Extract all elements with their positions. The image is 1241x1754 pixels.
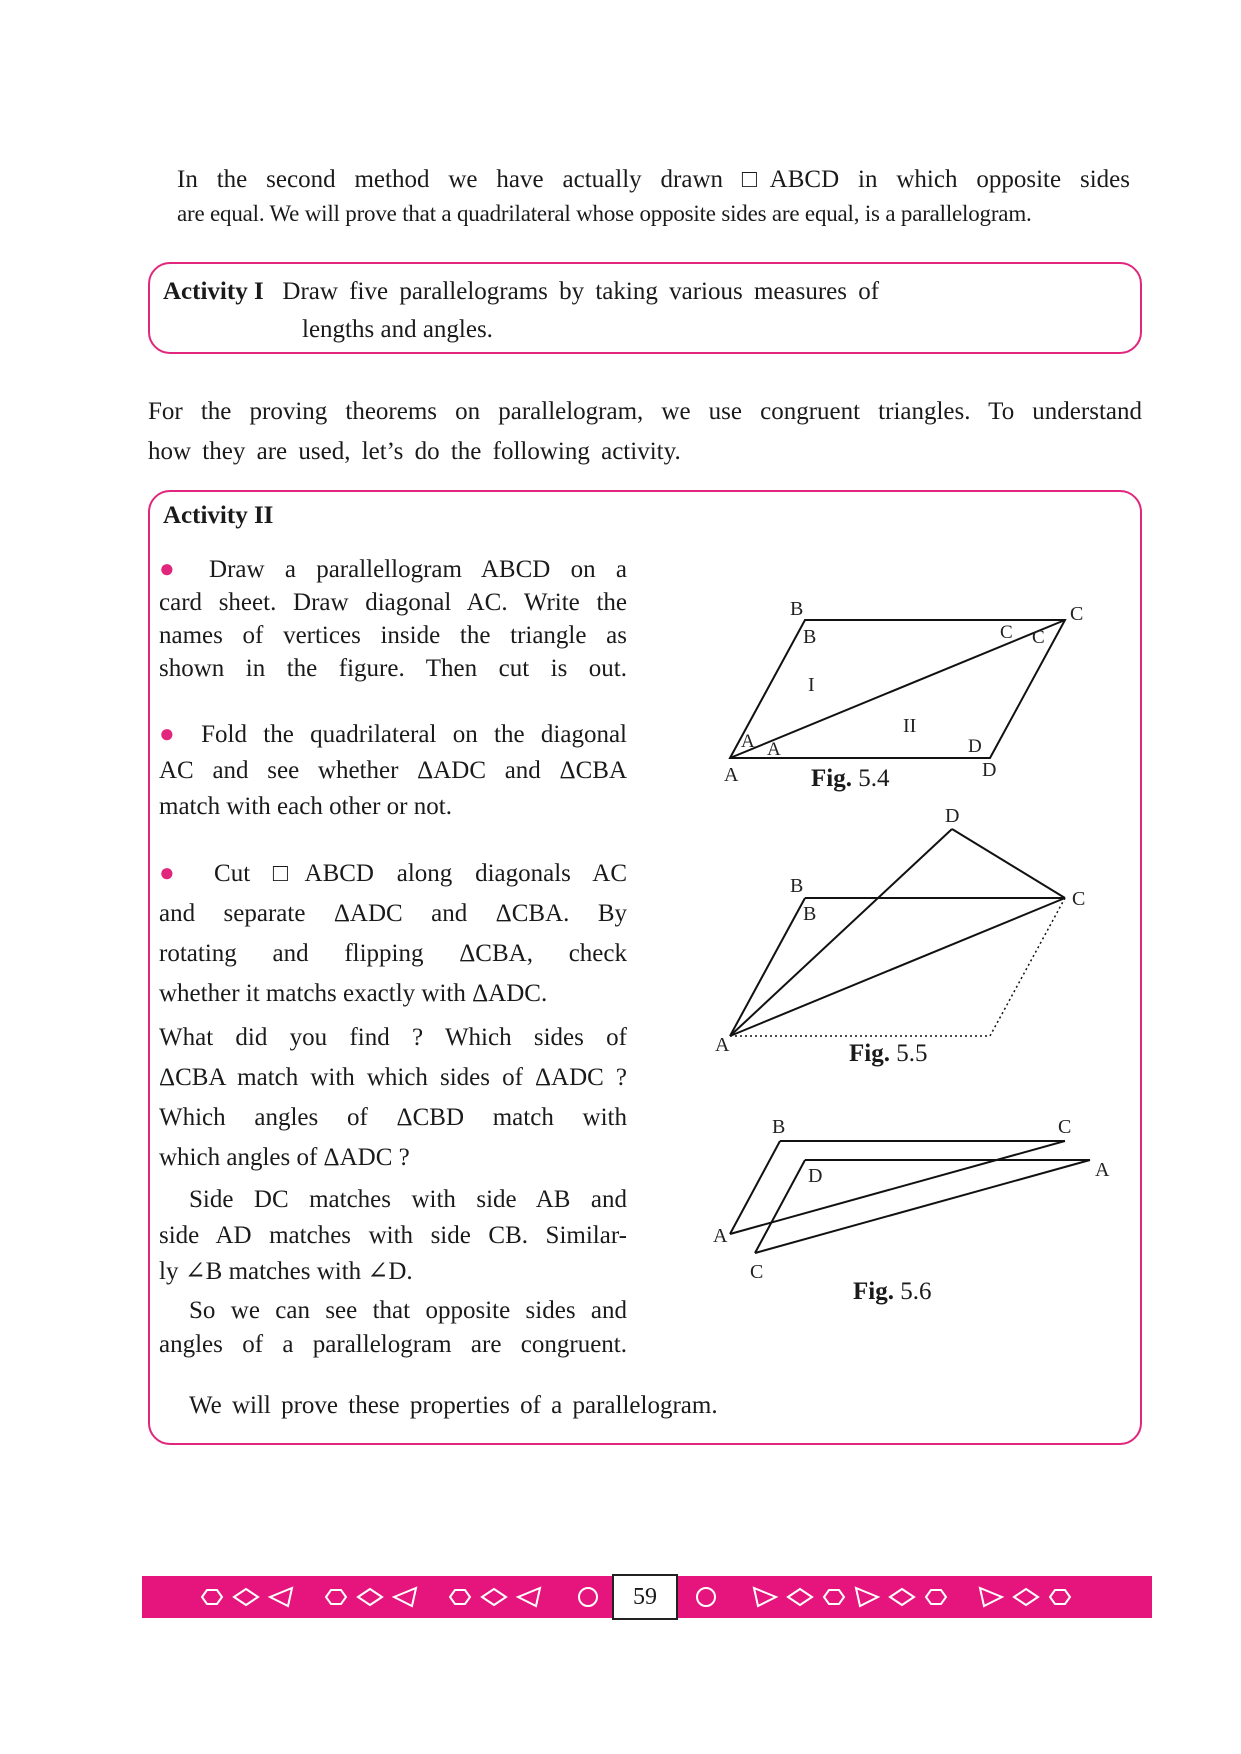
diamond-icon (890, 1589, 914, 1605)
bullet-item-3 (159, 853, 627, 1014)
fig55-vertex-c: C (1072, 888, 1086, 910)
hexagon-icon (926, 1590, 946, 1604)
fig-caption-number: 5.4 (858, 765, 890, 792)
bullet-1-line-4: shown in the figure. Then cut is out. (159, 655, 627, 682)
bullet-2-line-1: Fold the quadrilateral on the diagonal (201, 721, 627, 748)
bullet-3-line-2: and separate ΔADC and ΔCBA. By (159, 900, 627, 927)
bullet-1-line-2: card sheet. Draw diagonal AC. Write the (159, 589, 627, 616)
fig55-side-ad (730, 829, 952, 1036)
hexagon-icon (202, 1590, 222, 1604)
triangle-left-icon (270, 1588, 292, 1606)
hexagon-icon (326, 1590, 346, 1604)
fig56-first-side-ac (730, 1141, 1065, 1234)
fig55-vertex-b-inner: B (803, 903, 817, 925)
fig56-vertex-a-right: A (1095, 1159, 1110, 1181)
circle-icon (579, 1588, 597, 1606)
conclusion-line-1: So we can see that opposite sides and (189, 1297, 627, 1324)
fig-5-4-caption (811, 765, 889, 793)
hexagon-icon (824, 1590, 844, 1604)
fig54-vertex-d-inner: D (968, 736, 982, 757)
question-paragraph (159, 1018, 627, 1178)
figure-5-6-diagram (700, 1110, 1130, 1290)
bullet-2-line-3: match with each other or not. (159, 793, 452, 820)
diamond-icon (358, 1589, 382, 1605)
activity-1-content (163, 273, 963, 349)
fig56-vertex-c-top: C (1058, 1116, 1072, 1138)
fig-caption-number: 5.6 (900, 1278, 932, 1305)
fig-caption-bold: Fig. (849, 1040, 890, 1067)
fig54-vertex-a-outer: A (724, 764, 739, 785)
fig54-vertex-b-outer: B (790, 598, 804, 620)
fig54-vertex-d-outer: D (982, 759, 997, 781)
bullet-item-2 (159, 716, 627, 825)
conclusion-paragraph (159, 1294, 627, 1362)
answer-line-3: ly ∠B matches with ∠D. (159, 1258, 413, 1285)
fig-caption-number: 5.5 (896, 1040, 928, 1067)
fig-5-6-caption (853, 1278, 931, 1306)
hexagon-icon (450, 1590, 470, 1604)
page-number: 59 (612, 1574, 678, 1620)
bullet-3-line-1: Cut □ABCD along diagonals AC (214, 860, 627, 887)
answer-paragraph (159, 1182, 627, 1290)
fig55-dotted-cd (990, 898, 1065, 1036)
intro-paragraph (177, 162, 1130, 230)
bullet-3-line-3: rotating and flipping ΔCBA, check (159, 940, 627, 967)
figure-5-4-diagram (700, 595, 1130, 785)
fig54-vertex-c-outer: C (1070, 603, 1084, 625)
figure-5-5-diagram (700, 805, 1130, 1055)
fig55-side-dc (952, 829, 1065, 898)
triangle-left-icon (394, 1588, 416, 1606)
fig56-vertex-a-left: A (713, 1225, 728, 1247)
fig55-vertex-b-outer: B (790, 875, 804, 897)
question-line-1: What did you find ? Which sides of (159, 1024, 627, 1051)
fig56-vertex-d: D (808, 1165, 823, 1187)
bullet-dot-icon: ● (159, 858, 192, 887)
intro-line-2: are equal. We will prove that a quadrilateral whose opposite sides are equal, is a parallelogram. (177, 200, 1032, 226)
fig55-side-ba (730, 898, 805, 1036)
activity-2-text-column (159, 552, 627, 1362)
transition-line-2: how they are used, let’s do the following activity. (148, 438, 681, 465)
fig-caption-bold: Fig. (853, 1278, 894, 1305)
fig55-diagonal-ac (730, 898, 1065, 1036)
footer-decoration-right (682, 1576, 1152, 1618)
circle-icon (697, 1588, 715, 1606)
question-line-2: ΔCBA match with which sides of ΔADC ? (159, 1064, 627, 1091)
triangle-left-icon (518, 1588, 540, 1606)
activity-1-line-2: lengths and angles. (302, 316, 493, 343)
activity-1-label: Activity I (163, 278, 264, 305)
fig-caption-bold: Fig. (811, 765, 852, 792)
fig54-diagonal (730, 620, 1065, 758)
transition-paragraph (148, 392, 1142, 472)
bullet-item-1 (159, 552, 627, 685)
bullet-1-line-3: names of vertices inside the triangle as (159, 622, 627, 649)
activity-1-line-1: Draw five parallelograms by taking various measures of (282, 278, 880, 305)
diamond-icon (1014, 1589, 1038, 1605)
bullet-dot-icon: ● (159, 554, 189, 583)
fig56-second-side-ca (755, 1160, 1090, 1253)
activity-2-label: Activity II (163, 502, 274, 529)
final-sentence: We will prove these properties of a parallelogram. (189, 1392, 718, 1419)
transition-line-1: For the proving theorems on parallelogram, we use congruent triangles. To understand (148, 398, 1142, 425)
fig54-vertex-a-inner-2: A (767, 739, 781, 760)
fig56-vertex-b: B (772, 1116, 786, 1138)
question-line-4: which angles of ΔADC ? (159, 1144, 410, 1171)
fig54-region-2: II (903, 715, 917, 737)
triangle-right-icon (754, 1588, 776, 1606)
triangle-right-icon (980, 1588, 1002, 1606)
hexagon-icon (1050, 1590, 1070, 1604)
diamond-icon (234, 1589, 258, 1605)
footer-decoration-left (142, 1576, 612, 1618)
answer-line-1: Side DC matches with side AB and (189, 1186, 627, 1213)
fig54-vertex-c-inner-1: C (1000, 622, 1013, 643)
bullet-3-line-4: whether it matchs exactly with ΔADC. (159, 980, 548, 1007)
fig54-region-1: I (808, 674, 815, 696)
bullet-dot-icon: ● (159, 719, 185, 748)
diamond-icon (788, 1589, 812, 1605)
fig55-vertex-d: D (945, 805, 960, 827)
conclusion-line-2: angles of a parallelogram are congruent. (159, 1331, 627, 1358)
fig54-vertex-b-inner: B (803, 626, 817, 648)
triangle-right-icon (856, 1588, 878, 1606)
fig56-vertex-c-bottom: C (750, 1261, 764, 1283)
diamond-icon (482, 1589, 506, 1605)
question-line-3: Which angles of ΔCBD match with (159, 1104, 627, 1131)
bullet-1-line-1: Draw a parallellogram ABCD on a (209, 556, 627, 583)
fig55-vertex-a: A (715, 1034, 730, 1055)
fig54-vertex-c-inner-2: C (1032, 627, 1045, 648)
fig-5-5-caption (849, 1040, 927, 1068)
fig54-vertex-a-inner-1: A (741, 731, 755, 752)
bullet-2-line-2: AC and see whether ΔADC and ΔCBA (159, 757, 627, 784)
intro-line-1: In the second method we have actually drawn □ABCD in which opposite sides (177, 166, 1130, 193)
answer-line-2: side AD matches with side CB. Similar- (159, 1222, 627, 1249)
